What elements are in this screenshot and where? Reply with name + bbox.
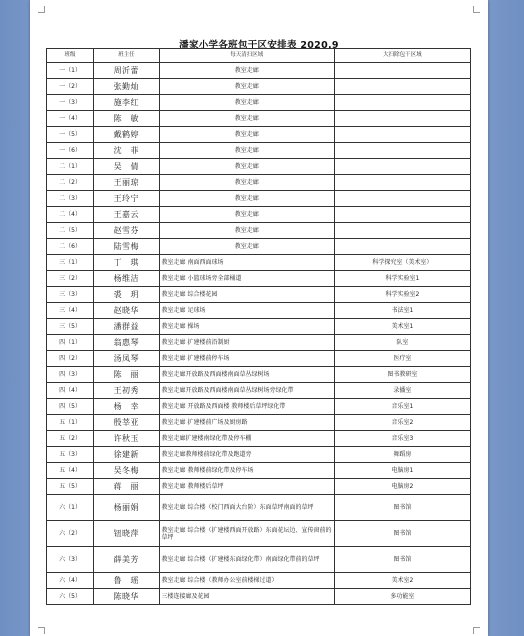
cell-class: 一（6） [47, 143, 94, 159]
cell-daily-area: 教室走廊开放路及西面楼南面草丛绿树场 [159, 367, 334, 383]
cell-class: 二（2） [47, 175, 94, 191]
cell-cleaning-area: 音乐室3 [334, 431, 470, 447]
cell-class: 二（5） [47, 223, 94, 239]
cell-class: 四（2） [47, 351, 94, 367]
cell-daily-area: 教室走廊 [159, 191, 334, 207]
table-row [47, 463, 471, 479]
cell-teacher: 陈晓华 [94, 589, 159, 605]
cell-daily-area: 教室走廊 [159, 159, 334, 175]
cell-cleaning-area [334, 239, 470, 255]
cell-class: 五（3） [47, 447, 94, 463]
table-row [47, 335, 471, 351]
cell-daily-area: 教室走廊 [159, 95, 334, 111]
cell-teacher: 钮晓萍 [94, 521, 159, 547]
column-header-cleaning-area: 大扫除包干区域 [334, 49, 470, 63]
cell-teacher: 鲁 瑶 [94, 573, 159, 589]
cell-teacher: 杨丽娟 [94, 495, 159, 521]
cell-class: 四（4） [47, 383, 94, 399]
cell-class: 二（4） [47, 207, 94, 223]
cell-class: 一（2） [47, 79, 94, 95]
cell-class: 六（4） [47, 573, 94, 589]
cell-class: 六（1） [47, 495, 94, 521]
cell-class: 四（5） [47, 399, 94, 415]
table-row [47, 351, 471, 367]
table-row [47, 495, 471, 521]
cell-daily-area: 教室走廊 扩建楼前沿制厨 [159, 335, 334, 351]
cell-class: 五（5） [47, 479, 94, 495]
cell-class: 四（1） [47, 335, 94, 351]
cell-class: 二（1） [47, 159, 94, 175]
table-row [47, 431, 471, 447]
table-row [47, 573, 471, 589]
document-title: 潘家小学各班包干区安排表 2020.9 [179, 40, 339, 51]
cell-cleaning-area [334, 127, 470, 143]
table-row [47, 367, 471, 383]
cell-teacher: 周沂蕾 [94, 63, 159, 79]
cell-daily-area: 教室走廊 开放路及西面楼 教师楼后草坪绿化带 [159, 399, 334, 415]
cell-daily-area: 教室走廊 [159, 63, 334, 79]
cell-teacher: 吴 倩 [94, 159, 159, 175]
table-row [47, 79, 471, 95]
cell-cleaning-area: 多功能室 [334, 589, 470, 605]
margin-mark-top-right [473, 6, 480, 13]
cell-teacher: 赵晓华 [94, 303, 159, 319]
table-row [47, 287, 471, 303]
cell-cleaning-area: 图书馆 [334, 495, 470, 521]
cell-cleaning-area: 书法室1 [334, 303, 470, 319]
cell-cleaning-area: 音乐室2 [334, 415, 470, 431]
cell-cleaning-area: 科学实验室2 [334, 287, 470, 303]
margin-mark-top-left [38, 6, 45, 13]
cell-cleaning-area: 美术室2 [334, 573, 470, 589]
cell-daily-area: 教室走廊 综合楼（校门西面大台阶）东面草坪南面的草坪 [159, 495, 334, 521]
cell-teacher: 沈 菲 [94, 143, 159, 159]
table-row [47, 111, 471, 127]
cell-daily-area: 教室走廊扩建楼南绿化带及停车棚 [159, 431, 334, 447]
cell-cleaning-area [334, 223, 470, 239]
cell-cleaning-area: 电脑房1 [334, 463, 470, 479]
cell-cleaning-area [334, 175, 470, 191]
cell-daily-area: 教室走廊 [159, 223, 334, 239]
cell-teacher: 王玲宁 [94, 191, 159, 207]
cell-daily-area: 教室走廊 扩建楼前停车场 [159, 351, 334, 367]
cell-cleaning-area: 录播室 [334, 383, 470, 399]
cell-class: 一（1） [47, 63, 94, 79]
document-page[interactable] [30, 0, 488, 636]
table-row [47, 589, 471, 605]
cell-daily-area: 教室走廊 [159, 143, 334, 159]
table-row [47, 223, 471, 239]
cell-cleaning-area: 音乐室1 [334, 399, 470, 415]
table-row [47, 63, 471, 79]
cell-teacher: 汤凤琴 [94, 351, 159, 367]
table-row [47, 319, 471, 335]
column-header-daily-area: 每天清扫区域 [159, 49, 334, 63]
cell-daily-area: 教室走廊 [159, 79, 334, 95]
table-header-row [47, 49, 471, 63]
cell-daily-area: 教室走廊 足球场 [159, 303, 334, 319]
cell-class: 一（5） [47, 127, 94, 143]
cell-cleaning-area: 医疗室 [334, 351, 470, 367]
margin-mark-bottom-left [38, 627, 45, 634]
cell-teacher: 蒋 丽 [94, 479, 159, 495]
cell-daily-area: 教室走廊 南面西面球场 [159, 255, 334, 271]
cell-class: 三（4） [47, 303, 94, 319]
table-row [47, 175, 471, 191]
cell-teacher: 王丽琼 [94, 175, 159, 191]
cell-class: 三（1） [47, 255, 94, 271]
cell-daily-area: 教室走廊 [159, 111, 334, 127]
cell-class: 二（3） [47, 191, 94, 207]
cell-cleaning-area: 科学探究室（美术室） [334, 255, 470, 271]
cell-teacher: 许秋玉 [94, 431, 159, 447]
cell-daily-area: 三楼连接廊及花园 [159, 589, 334, 605]
cell-cleaning-area [334, 95, 470, 111]
cell-class: 六（2） [47, 521, 94, 547]
schedule-table [46, 48, 471, 605]
table-row [47, 415, 471, 431]
cell-class: 三（2） [47, 271, 94, 287]
cell-class: 一（3） [47, 95, 94, 111]
cell-class: 一（4） [47, 111, 94, 127]
cell-teacher: 杨 幸 [94, 399, 159, 415]
table-row [47, 303, 471, 319]
cell-cleaning-area [334, 63, 470, 79]
cell-teacher: 殷莘亚 [94, 415, 159, 431]
cell-cleaning-area [334, 143, 470, 159]
cell-class: 四（3） [47, 367, 94, 383]
cell-teacher: 王初秀 [94, 383, 159, 399]
cell-cleaning-area [334, 159, 470, 175]
table-row [47, 191, 471, 207]
cell-teacher: 薛美芳 [94, 547, 159, 573]
cell-teacher: 陆雪梅 [94, 239, 159, 255]
cell-cleaning-area: 舞蹈房 [334, 447, 470, 463]
table-row [47, 95, 471, 111]
cell-daily-area: 教室走廊教师楼前绿化带及跑道旁 [159, 447, 334, 463]
cell-teacher: 戴鹤婷 [94, 127, 159, 143]
cell-daily-area: 教室走廊 [159, 207, 334, 223]
table-row [47, 547, 471, 573]
table-row [47, 447, 471, 463]
cell-daily-area: 教室走廊 [159, 127, 334, 143]
column-header-class: 班级 [47, 49, 94, 63]
cell-daily-area: 教室走廊 小篮球场旁全部桶道 [159, 271, 334, 287]
cell-cleaning-area: 队室 [334, 335, 470, 351]
cell-daily-area: 教室走廊 扩建楼前广场及厨房路 [159, 415, 334, 431]
table-row [47, 399, 471, 415]
table-row [47, 143, 471, 159]
cell-daily-area: 教室走廊 教师楼后草坪 [159, 479, 334, 495]
cell-teacher: 施李红 [94, 95, 159, 111]
cell-class: 五（2） [47, 431, 94, 447]
cell-teacher: 翁惠琴 [94, 335, 159, 351]
cell-class: 三（3） [47, 287, 94, 303]
table-row [47, 239, 471, 255]
cell-teacher: 徐建新 [94, 447, 159, 463]
cell-daily-area: 教室走廊 [159, 175, 334, 191]
cell-daily-area: 教室走廊 [159, 239, 334, 255]
cell-daily-area: 教室走廊 综合楼（教师办公室前楼梯过道） [159, 573, 334, 589]
cell-class: 三（5） [47, 319, 94, 335]
table-row [47, 383, 471, 399]
margin-mark-bottom-right [473, 627, 480, 634]
table-row [47, 479, 471, 495]
cell-teacher: 张勤灿 [94, 79, 159, 95]
cell-class: 六（3） [47, 547, 94, 573]
cell-daily-area: 教室走廊开放路及西面楼南面草丛绿树场旁绿化带 [159, 383, 334, 399]
cell-daily-area: 教室走廊 综合楼（扩建楼东面绿化带）南面绿化带前的草坪 [159, 547, 334, 573]
cell-class: 二（6） [47, 239, 94, 255]
cell-teacher: 陈 丽 [94, 367, 159, 383]
cell-cleaning-area: 图书馆 [334, 547, 470, 573]
table-row [47, 521, 471, 547]
table-row [47, 127, 471, 143]
table-row [47, 255, 471, 271]
cell-cleaning-area [334, 79, 470, 95]
cell-cleaning-area: 电脑房2 [334, 479, 470, 495]
cell-daily-area: 教室走廊 教师楼前绿化带及停车场 [159, 463, 334, 479]
column-header-teacher: 班主任 [94, 49, 159, 63]
cell-cleaning-area: 图书馆 [334, 521, 470, 547]
cell-cleaning-area [334, 207, 470, 223]
cell-cleaning-area: 科学实验室1 [334, 271, 470, 287]
cell-daily-area: 教室走廊 操场 [159, 319, 334, 335]
table-row [47, 159, 471, 175]
cell-teacher: 裘 玥 [94, 287, 159, 303]
cell-teacher: 吴冬梅 [94, 463, 159, 479]
cell-cleaning-area: 图书教研室 [334, 367, 470, 383]
cell-cleaning-area: 美术室1 [334, 319, 470, 335]
cell-teacher: 赵雪芬 [94, 223, 159, 239]
cell-daily-area: 教室走廊 综合楼花园 [159, 287, 334, 303]
cell-teacher: 王嘉云 [94, 207, 159, 223]
cell-teacher: 陈 敏 [94, 111, 159, 127]
cell-teacher: 潘群益 [94, 319, 159, 335]
cell-cleaning-area [334, 111, 470, 127]
table-row [47, 271, 471, 287]
cell-class: 五（1） [47, 415, 94, 431]
cell-daily-area: 教室走廊 综合楼（扩建楼西面开放路）东面花坛边、宣传窗前的草坪 [159, 521, 334, 547]
cell-teacher: 丁 琪 [94, 255, 159, 271]
table-row [47, 207, 471, 223]
cell-class: 六（5） [47, 589, 94, 605]
cell-teacher: 杨维洁 [94, 271, 159, 287]
cell-class: 五（4） [47, 463, 94, 479]
cell-cleaning-area [334, 191, 470, 207]
